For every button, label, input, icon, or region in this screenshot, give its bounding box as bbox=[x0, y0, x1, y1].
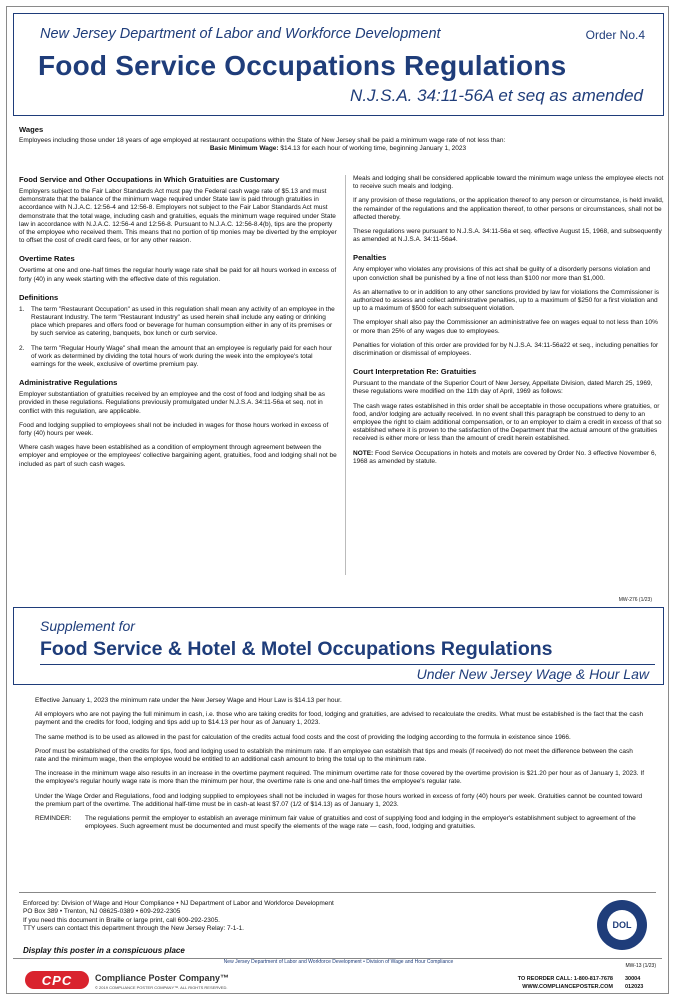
reminder-label: REMINDER: bbox=[35, 815, 72, 823]
reorder-phone: TO REORDER CALL: 1-800-817-7678 bbox=[517, 976, 613, 982]
administrative-text: Employer substantiation of gratuities received by an employee and the cost of food and lodging shall be as provided in these regulations. Regulations previously promulgated under N.J.S.A. 34:11-56a et seq. not in conflict with this regulation, are applicable. bbox=[19, 391, 326, 415]
penalties-section bbox=[353, 253, 665, 358]
basic-minimum-wage bbox=[19, 145, 657, 153]
wages-section bbox=[19, 125, 657, 153]
left-column bbox=[19, 175, 339, 478]
cpc-logo: CPC bbox=[25, 971, 89, 989]
overtime-section bbox=[19, 254, 339, 283]
supplement-body bbox=[35, 697, 645, 831]
supplement-text: All employers who are not paying the full minimum in cash, i.e. those who are taking credits for food, lodging and gratuities, are advised to recalculate the credits. What must be established is the fact that the cash payment and the credits for food, lodging and tips add up to $14.13 per hour as of January 1, 2023. bbox=[35, 711, 644, 727]
right-column bbox=[353, 175, 665, 475]
enforced-by: Enforced by: Division of Wage and Hour Compliance • NJ Department of Labor and Workforce Development bbox=[23, 900, 334, 907]
form-number: MW-276 (1/23) bbox=[618, 597, 652, 603]
definition-number: 2. bbox=[19, 344, 25, 352]
administrative-text: Food and lodging supplied to employees shall not be included in wages for those hours worked in excess of forty (40) hours per week. bbox=[19, 421, 329, 438]
statute-citation: N.J.S.A. 34:11-56A et seq as amended bbox=[350, 86, 643, 105]
header-rule bbox=[40, 664, 655, 665]
penalties-heading: Penalties bbox=[353, 253, 387, 263]
dol-seal-text: DOL bbox=[607, 910, 637, 940]
overtime-heading: Overtime Rates bbox=[19, 254, 75, 264]
supplement-text: Effective January 1, 2023 the minimum rate under the New Jersey Wage and Hour Law is $14.13 per hour. bbox=[35, 697, 342, 704]
note-text: Food Service Occupations in hotels and motels are covered by Order No. 3 effective November 6, 1968 as amended by statute. bbox=[353, 449, 657, 465]
basic-wage-label: Basic Minimum Wage: bbox=[209, 145, 279, 153]
display-notice: Display this poster in a conspicuous place bbox=[23, 946, 185, 955]
copyright: © 2019 COMPLIANCE POSTER COMPANY™. ALL RIGHTS RESERVED. bbox=[95, 985, 228, 990]
definitions-section bbox=[19, 293, 339, 369]
division-line: New Jersey Department of Labor and Workforce Development • Division of Wage and Hour Compliance bbox=[223, 959, 454, 965]
supplement-text: The same method is to be used as allowed in the past for calculation of the credits actual food costs and the cost of providing the lodging according to the formula in existence since 1966. bbox=[35, 733, 571, 741]
administrative-text: Where cash wages have been established as a condition of employment through agreement between the employer and employee or the employees' collective bargaining agent, gratuities, food and lodging shall not be included as part of such cash wages. bbox=[19, 444, 337, 468]
main-header bbox=[13, 13, 664, 116]
supplement-title: Food Service & Hotel & Motel Occupations Regulations bbox=[40, 638, 553, 660]
reminder-text: The regulations permit the employer to establish an average minimum fair value of gratuities and cost of supplying food and lodging in the employer's establishment subject to agreement of the employees. Such agreement must be documented and must specify the elements of the wage rate — cash, food, lodging and gratuities. bbox=[85, 815, 636, 831]
contact-info bbox=[23, 900, 443, 934]
definition-number: 1. bbox=[19, 305, 25, 313]
court-section bbox=[353, 367, 665, 466]
penalties-text: The employer shall also pay the Commissioner an administrative fee on wages equal to not less than 10% or more than 25% of any wages due to employees. bbox=[353, 319, 658, 335]
provision-text: If any provision of these regulations, or the application thereof to any person or circumstance, is held invalid, the remainder of the regulations and the application thereof, to other persons or circumstances, shall not be affected thereby. bbox=[353, 197, 664, 221]
supplement-label: Supplement for bbox=[40, 618, 135, 634]
definition-text: The term "Restaurant Occupation" as used in this regulation shall mean any activity of an employee in the Restaurant Industry. The term "Restaurant Industry" as used herein shall include any eating or drinking place which prepares and offers food or beverage for human consumption either in any of its premises or by such service as catering, banquets, box lunch or curb service. bbox=[31, 305, 335, 338]
dol-seal-icon bbox=[597, 900, 647, 950]
braille-note: If you need this document in Braille or large print, call 609-292-2305. bbox=[23, 916, 220, 924]
court-text: Pursuant to the mandate of the Superior Court of New Jersey, Appellate Division, dated March 25, 1969, these regulations were modified on the 11th day of April, 1969 as follows: bbox=[353, 380, 653, 396]
provision-text: Meals and lodging shall be considered applicable toward the minimum wage unless the employee elects not to receive such meals and lodging. bbox=[353, 175, 664, 191]
po-box: PO Box 389 • Trenton, NJ 08625-0389 • 609-292-2305 bbox=[23, 908, 181, 916]
gratuities-heading: Food Service and Other Occupations in Which Gratuities are Customary bbox=[19, 175, 280, 184]
supplement-law: Under New Jersey Wage & Hour Law bbox=[416, 666, 649, 682]
overtime-text: Overtime at one and one-half times the regular hourly wage rate shall be paid for all hours worked in excess of forty (40) in any week starting with the effective date of this regulation. bbox=[19, 267, 337, 283]
administrative-section bbox=[19, 378, 339, 469]
definitions-heading: Definitions bbox=[19, 292, 59, 302]
supplement-text: Under the Wage Order and Regulations, food and lodging supplied to employees shall not be included in wages for those hours worked in excess of forty (40) hours per week. Gratuities cannot be counted toward the premium part of the overtime. The additional half-time must be in cash-at least $7.07 (1/2 of $14.13) as of January 1, 2023. bbox=[35, 792, 643, 808]
definition-text: The term "Regular Hourly Wage" shall mean the amount that an employee is regularly paid for each hour of work as determined by dividing the total hours of work during the week into the employee's total earnings for the week, exclusive of overtime premium pay. bbox=[31, 344, 332, 369]
definition-item bbox=[19, 306, 339, 339]
reminder bbox=[35, 815, 645, 831]
basic-wage-text: $14.13 for each hour of working time, beginning January 1, 2023 bbox=[280, 145, 467, 153]
wages-text: Employees including those under 18 years of age employed at restaurant occupations within the State of New Jersey shall be paid a minimum wage rate of not less than: bbox=[19, 137, 506, 144]
general-provisions bbox=[353, 175, 665, 244]
reorder-info bbox=[483, 975, 613, 991]
poster-code-1: 30004 bbox=[625, 976, 641, 982]
court-heading: Court Interpretation Re: Gratuities bbox=[353, 367, 477, 377]
form-number-footer: MW-13 (1/23) bbox=[625, 963, 656, 969]
administrative-heading: Administrative Regulations bbox=[19, 378, 118, 388]
poster bbox=[6, 6, 669, 994]
wages-heading: Wages bbox=[19, 125, 44, 134]
footer-divider bbox=[19, 892, 656, 893]
poster-code-2: 012023 bbox=[625, 984, 644, 990]
definition-item bbox=[19, 345, 339, 370]
column-divider bbox=[345, 175, 346, 575]
company-name: Compliance Poster Company™ bbox=[95, 973, 230, 983]
tty-note: TTY users can contact this department through the New Jersey Relay: 7-1-1. bbox=[23, 925, 244, 933]
order-number: Order No.4 bbox=[585, 28, 645, 42]
gratuities-text: Employers subject to the Fair Labor Standards Act must pay the Federal cash wage rate of $5.13 and must demonstrate that the balance of the minimum wage required under State law is paid through gratuities in accordance with N.J.A.C. 12:56-4 and 12:56-8. Employers not subject to the Fair Labor Standards Act must demonstrate that the total wage, including cash and gratuities, equals the minimum wage required under State law in accordance with N.J.A.C. 12:56-4 and 12:56-8. Pursuant to N.J.A.C. 12:56-8.4(b), tips are the property of the employee who received them. This means that no portion of tip monies may be diverted by the employer to offset the cost of credit card fees, or for any other reason. bbox=[19, 188, 337, 245]
court-text: The cash wage rates established in this order shall be acceptable in those occupations where gratuities, or food, and/or lodging are actually received. In no event shall this paragraph be construed to deny to an employee the right to claim additional compensation, or to an employer to claim a credit in excess of that so established where it is proven to the satisfaction of the Department that the actual amount of the gratuities received is either more or less than the amount of credit herein established. bbox=[353, 402, 662, 443]
supplement-text: Proof must be established of the credits for tips, food and lodging used to establish the minimum rate. If an employee can establish that tips and meals (if received) do not meet the difference between the cash rate and the minimum wage, then the employee would be entitled to an additional cash amount to bring the total up to the minimum rate. bbox=[35, 747, 633, 764]
poster-code bbox=[625, 975, 643, 991]
penalties-text: As an alternative to or in addition to any other sanctions provided by law for violations the Commissioner is authorized to assess and collect administrative penalties, up to a maximum of $250 for a first violation and up to a maximum of $500 for each subsequent violation. bbox=[353, 288, 660, 313]
gratuities-section bbox=[19, 175, 339, 245]
website-link[interactable]: WWW.COMPLIANCEPOSTER.COM bbox=[522, 984, 613, 990]
note bbox=[353, 450, 665, 466]
provision-text: These regulations were pursuant to N.J.S.A. 34:11-56a et seq. effective August 15, 1968, and subsequently as amended at N.J.S.A. 34:11-56a4. bbox=[353, 228, 662, 244]
page-title: Food Service Occupations Regulations bbox=[38, 50, 567, 81]
penalties-text: Any employer who violates any provisions of this act shall be guilty of a disorderly persons violation and upon conviction shall be punished by a fine of not less than $100 nor more than $1,000. bbox=[353, 266, 651, 282]
penalties-text: Penalties for violation of this order are provided for by N.J.S.A. 34:11-56a22 et seq., including penalties for discrimination or dismissal of employees. bbox=[353, 341, 659, 358]
supplement-text: The increase in the minimum wage also results in an increase in the overtime payment required. The minimum overtime rate for those covered by the overtime provision is $21.20 per hour as of January 1, 2023. If the employee's regular hourly wage rate is more than the minimum per hour, the overtime rate is one and one-half times the employee's regular rate. bbox=[35, 770, 645, 786]
note-label: NOTE: bbox=[353, 449, 374, 457]
department-name: New Jersey Department of Labor and Workforce Development bbox=[40, 26, 441, 42]
supplement-header bbox=[13, 607, 664, 685]
